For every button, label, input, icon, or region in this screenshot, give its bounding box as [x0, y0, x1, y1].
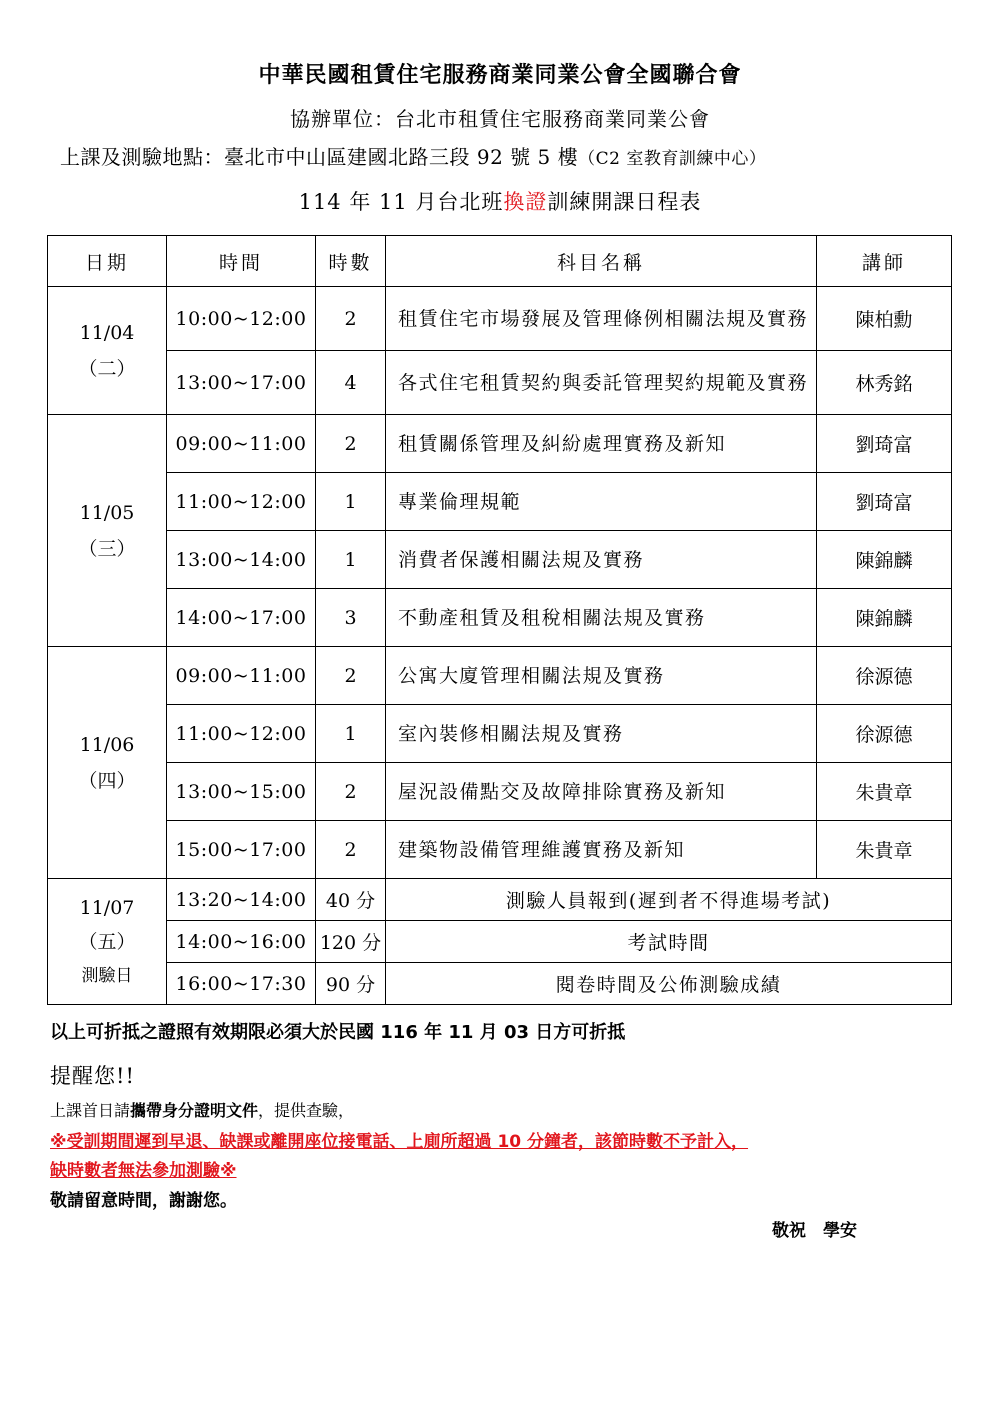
warning-line1: ※受訓期間遲到早退、缺課或離開座位接電話、上廁所超過 10 分鐘者，該節時數不予計入，: [50, 1132, 749, 1152]
instructor-cell: 陳錦麟: [817, 531, 952, 589]
time-cell: 13:00~14:00: [167, 531, 316, 589]
time-cell: 11:00~12:00: [167, 705, 316, 763]
table-row: [48, 415, 952, 473]
date-cell-day1: [48, 287, 167, 415]
date-cell-exam: [48, 879, 167, 1005]
table-row: [48, 879, 952, 921]
hours-cell: 2: [316, 415, 386, 473]
date-cell-day2: [48, 415, 167, 647]
instructor-cell: 陳錦麟: [817, 589, 952, 647]
venue-location-main: 上課及測驗地點：臺北市中山區建國北路三段 92 號 5 樓: [60, 145, 579, 169]
hours-cell: 2: [316, 821, 386, 879]
time-cell: 09:00~11:00: [167, 415, 316, 473]
table-row: [48, 763, 952, 821]
hours-cell: 2: [316, 287, 386, 351]
weekday-day3: （四）: [78, 769, 136, 792]
table-row: [48, 821, 952, 879]
time-cell: 10:00~12:00: [167, 287, 316, 351]
organization-title: 中華民國租賃住宅服務商業同業公會全國聯合會: [258, 63, 742, 88]
date-day1: 11/04: [79, 321, 135, 344]
instructor-cell: 朱貴章: [817, 763, 952, 821]
instructor-cell: 朱貴章: [817, 821, 952, 879]
attendance-warning: [50, 1128, 950, 1186]
id-note-bold: 攜帶身分證明文件: [130, 1101, 259, 1120]
subject-cell: 專業倫理規範: [386, 473, 817, 531]
reminder-heading: 提醒您!!: [50, 1064, 135, 1088]
header-instructor: 講師: [817, 236, 952, 287]
date-day2: 11/05: [79, 501, 135, 524]
header-time: 時間: [167, 236, 316, 287]
time-cell: 11:00~12:00: [167, 473, 316, 531]
hours-cell: 90 分: [316, 963, 386, 1005]
subject-cell: 消費者保護相關法規及實務: [386, 531, 817, 589]
exam-day-label: 測驗日: [81, 965, 133, 986]
header-subject: 科目名稱: [386, 236, 817, 287]
id-document-note: [50, 1098, 354, 1121]
offset-notice: 以上可折抵之證照有效期限必須大於民國 116 年 11 月 03 日方可折抵: [50, 1022, 626, 1043]
header-date: 日期: [48, 236, 167, 287]
sign-off: 敬祝 學安: [772, 1221, 857, 1241]
instructor-cell: 劉琦富: [817, 473, 952, 531]
schedule-title: [0, 186, 1000, 216]
hours-cell: 2: [316, 763, 386, 821]
hours-cell: 3: [316, 589, 386, 647]
table-row: [48, 963, 952, 1005]
exam-item-cell: 考試時間: [386, 921, 952, 963]
hours-cell: 40 分: [316, 879, 386, 921]
subject-cell: 租賃住宅市場發展及管理條例相關法規及實務: [386, 287, 817, 351]
date-day3: 11/06: [79, 733, 135, 756]
venue-location: [60, 141, 980, 170]
subject-cell: 不動產租賃及租稅相關法規及實務: [386, 589, 817, 647]
thanks-note: 敬請留意時間，謝謝您。: [50, 1191, 237, 1211]
date-exam: 11/07: [79, 896, 135, 919]
time-cell: 13:00~15:00: [167, 763, 316, 821]
instructor-cell: 徐源德: [817, 705, 952, 763]
venue-location-note: （C2 室教育訓練中心）: [578, 149, 767, 169]
weekday-day2: （三）: [78, 537, 136, 560]
instructor-cell: 陳柏勳: [817, 287, 952, 351]
time-cell: 13:20~14:00: [167, 879, 316, 921]
subject-cell: 各式住宅租賃契約與委託管理契約規範及實務: [386, 351, 817, 415]
hours-cell: 4: [316, 351, 386, 415]
time-cell: 14:00~17:00: [167, 589, 316, 647]
table-row: [48, 589, 952, 647]
exam-item-cell: 測驗人員報到(遲到者不得進場考試): [386, 879, 952, 921]
table-row: [48, 705, 952, 763]
hours-cell: 1: [316, 531, 386, 589]
id-note-suffix: ，提供查驗，: [258, 1101, 355, 1120]
table-row: [48, 647, 952, 705]
time-cell: 16:00~17:30: [167, 963, 316, 1005]
table-header-row: [48, 236, 952, 287]
table-row: [48, 287, 952, 351]
time-cell: 15:00~17:00: [167, 821, 316, 879]
subject-cell: 租賃關係管理及糾紛處理實務及新知: [386, 415, 817, 473]
schedule-title-prefix: 114 年 11 月台北班: [298, 190, 504, 214]
instructor-cell: 徐源德: [817, 647, 952, 705]
table-row: [48, 531, 952, 589]
table-row: [48, 473, 952, 531]
exam-item-cell: 閱卷時間及公佈測驗成績: [386, 963, 952, 1005]
instructor-cell: 林秀銘: [817, 351, 952, 415]
schedule-table: [47, 235, 952, 1005]
time-cell: 14:00~16:00: [167, 921, 316, 963]
hours-cell: 120 分: [316, 921, 386, 963]
subject-cell: 屋況設備點交及故障排除實務及新知: [386, 763, 817, 821]
hours-cell: 2: [316, 647, 386, 705]
subject-cell: 建築物設備管理維護實務及新知: [386, 821, 817, 879]
schedule-title-highlight: 換證: [503, 190, 548, 214]
schedule-title-suffix: 訓練開課日程表: [547, 190, 702, 214]
hours-cell: 1: [316, 473, 386, 531]
time-cell: 09:00~11:00: [167, 647, 316, 705]
time-cell: 13:00~17:00: [167, 351, 316, 415]
warning-line2: 缺時數者無法參加測驗※: [50, 1161, 237, 1181]
co-organizer: 協辦單位：台北市租賃住宅服務商業同業公會: [290, 107, 710, 131]
id-note-prefix: 上課首日請: [50, 1101, 131, 1120]
subject-cell: 室內裝修相關法規及實務: [386, 705, 817, 763]
date-cell-day3: [48, 647, 167, 879]
table-row: [48, 921, 952, 963]
instructor-cell: 劉琦富: [817, 415, 952, 473]
weekday-day1: （二）: [78, 357, 136, 380]
weekday-exam: （五）: [78, 930, 136, 953]
subject-cell: 公寓大廈管理相關法規及實務: [386, 647, 817, 705]
hours-cell: 1: [316, 705, 386, 763]
header-hours: 時數: [316, 236, 386, 287]
table-row: [48, 351, 952, 415]
